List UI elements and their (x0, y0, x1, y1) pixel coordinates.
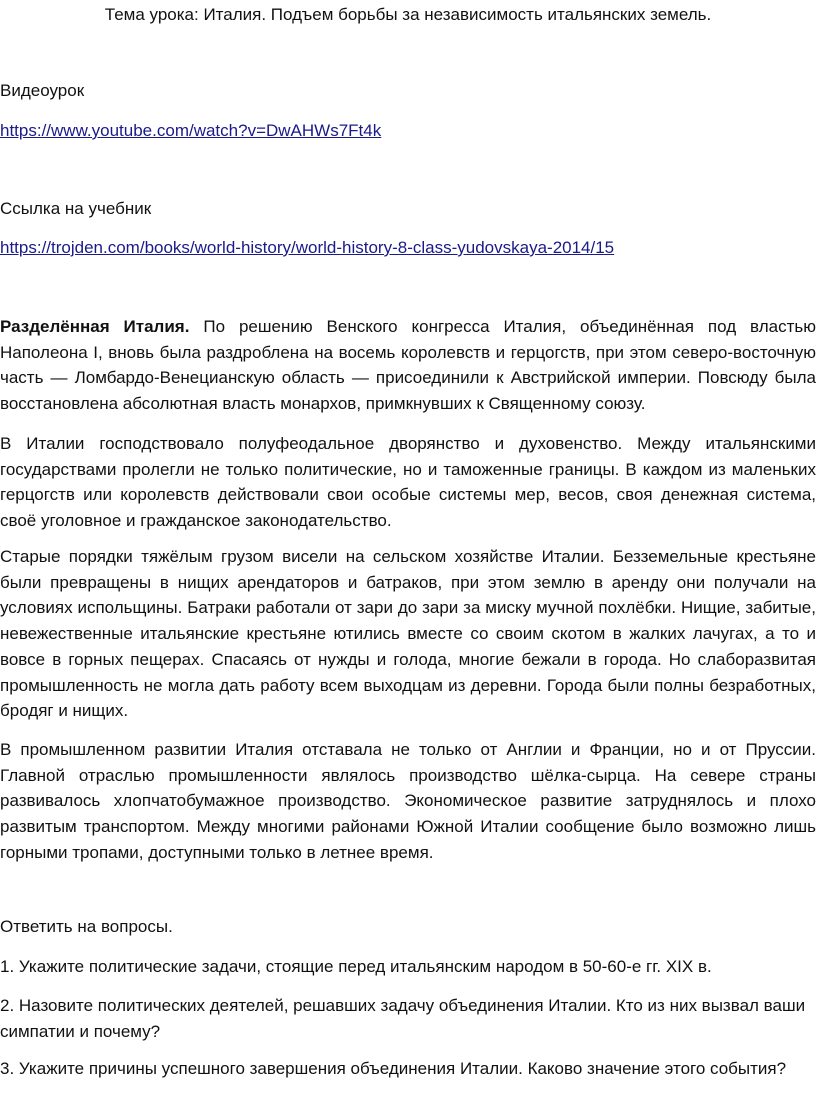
paragraph-agriculture: Старые порядки тяжёлым грузом висели на сельском хозяйстве Италии. Безземельные крестьяне были превращены в нищих арендаторов и батраков, при этом землю в аренду они получали на условиях испольщины. Батраки работали от зари до зари за миску мучной похлёбки. Нищие, забитые, невежественные итальянские крестьяне ютились вместе со своим скотом в жалких лачугах, а то и вовсе в горных пещерах. Спасаясь от нужды и голода, многие бежали в города. Но слаборазвитая промышленность не могла дать работу всем выходцам из деревни. Города были полны безработных, бродяг и нищих. (0, 547, 816, 721)
textbook-label: Ссылка на учебник (0, 199, 152, 218)
question-3: 3. Укажите причины успешного завершения объединения Италии. Каково значение этого события? (0, 1059, 787, 1078)
video-label: Видеоурок (0, 81, 85, 100)
paragraph-feudal: В Италии господствовало полуфеодальное дворянство и духовенство. Между итальянскими государствами пролегли не только политические, но и таможенные границы. В каждом из маленьких герцогств или королевств действовали свои особые системы мер, весов, своя денежная система, своё уголовное и гражданское законодательство. (0, 434, 816, 531)
lesson-title: Тема урока: Италия. Подъем борьбы за независимость итальянских земель. (104, 5, 712, 24)
video-link[interactable]: https://www.youtube.com/watch?v=DwAHWs7Ft4k (0, 121, 382, 140)
textbook-link[interactable]: https://trojden.com/books/world-history/world-history-8-class-yudovskaya-2014/15 (0, 238, 615, 257)
paragraph-text: По решению Венского конгресса Италия, объединённая под властью Наполеона I, вновь была раздроблена на восемь королевств и герцогств, при этом северо-восточную часть — Ломбардо-Венецианскую область — присоединили к Австрийской империи. Повсюду была восстановлена абсолютная власть монархов, примкнувших к Священному союзу. (0, 317, 816, 414)
questions-heading: Ответить на вопросы. (0, 917, 173, 936)
question-1: 1. Укажите политические задачи, стоящие перед итальянским народом в 50-60-е гг. XIX в. (0, 957, 712, 976)
question-2: 2. Назовите политических деятелей, решавших задачу объединения Италии. Кто из них вызвал ваши симпатии и почему? (0, 996, 806, 1041)
paragraph-divided-italy (0, 314, 816, 417)
paragraph-industry: В промышленном развитии Италия отставала не только от Англии и Франции, но и от Пруссии. Главной отраслью промышленности являлось производство шёлка-сырца. На севере страны развивалось хлопчатобумажное производство. Экономическое развитие затруднялось и плохо развитым транспортом. Между многими районами Южной Италии сообщение было возможно лишь горными тропами, доступными только в летнее время. (0, 740, 816, 862)
paragraph-heading: Разделённая Италия. (0, 317, 190, 336)
